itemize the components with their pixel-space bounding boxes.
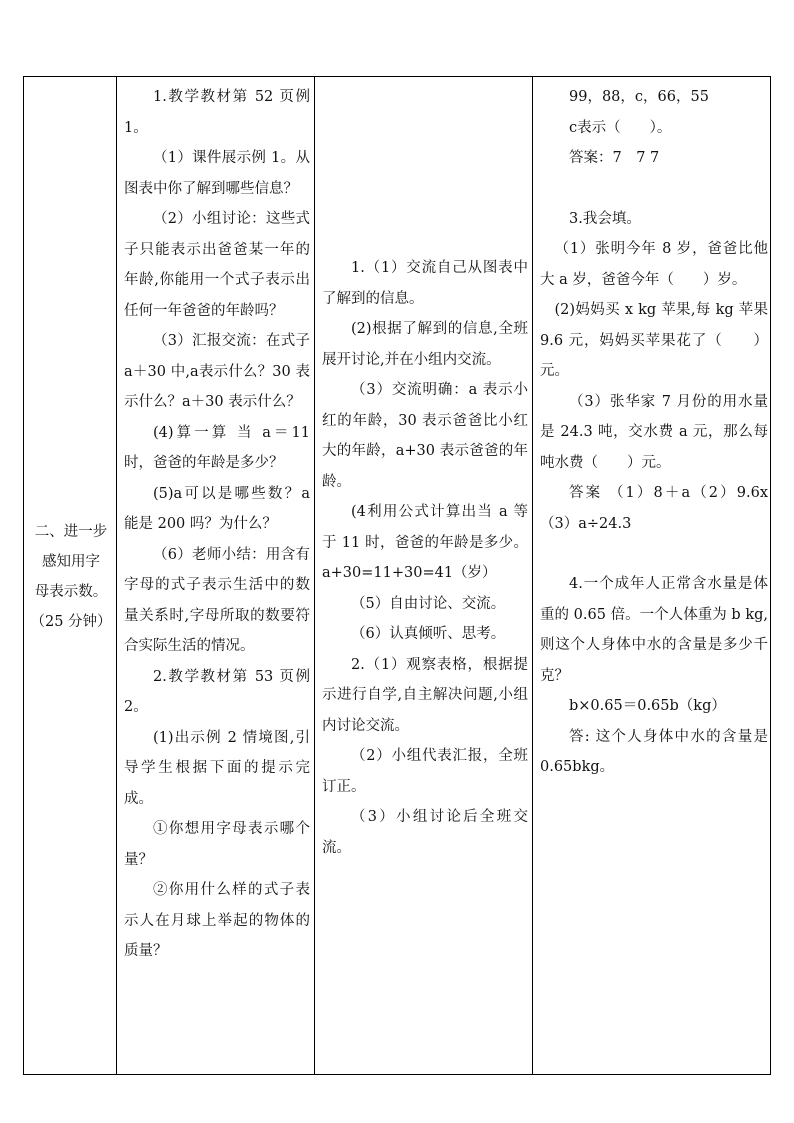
stage-label-line: （25 分钟） bbox=[30, 614, 112, 630]
teacher-activity: （1）课件展示例 1。从图表中你了解到哪些信息？ bbox=[124, 150, 310, 197]
stage-label-line: 二、进一步 bbox=[34, 524, 108, 540]
teacher-activity: (5)a可以是哪些数？a 能是 200 吗？为什么？ bbox=[124, 485, 310, 532]
spacer bbox=[540, 174, 768, 204]
fill-in-question: (2)妈妈买 x kg 苹果,每 kg 苹果 9.6 元，妈妈买苹果花了（ ）元。 bbox=[540, 302, 768, 379]
water-formula: b×0.65＝0.65b（kg） bbox=[569, 698, 726, 714]
teacher-activity: (4)算一算 当 a＝11 时，爸爸的年龄是多少？ bbox=[124, 424, 310, 471]
student-activity: （2）小组代表汇报，全班订正。 bbox=[322, 748, 528, 795]
fill-in-question: （1）张明今年 8 岁，爸爸比他大 a 岁，爸爸今年（ ）岁。 bbox=[540, 241, 768, 288]
teacher-activity: （3）汇报交流：在式子 a＋30 中,a表示什么？30 表示什么？a＋30 表示什么？ bbox=[124, 333, 310, 410]
student-activity: （6）认真倾听、思考。 bbox=[351, 626, 506, 642]
lesson-table bbox=[23, 76, 771, 1075]
teacher-activity: (1)出示例 2 情境图,引导学生根据下面的提示完成。 bbox=[124, 729, 310, 807]
student-activity: （3）交流明确：a 表示小红的年龄，30 表示爸爸比小红大的年龄，a+30 表示爸爸的年龄。 bbox=[322, 382, 528, 490]
student-activity: (4利用公式计算出当 a 等于 11 时，爸爸的年龄是多少。a+30=11+30=41（岁） bbox=[322, 504, 528, 581]
teacher-activity: ②你用什么样的式子表示人在月球上举起的物体的质量？ bbox=[124, 882, 310, 959]
exercises-cell bbox=[532, 77, 772, 1074]
sequence-question: c表示（ ）。 bbox=[569, 119, 672, 136]
teacher-activity: （6）老师小结：用含有字母的式子表示生活中的数量关系时,字母所取的数要符合实际生活的情况。 bbox=[124, 546, 310, 654]
stage-label-line: 感知用字 bbox=[42, 554, 100, 570]
fill-in-question: （3）张华家 7 月份的用水量是 24.3 吨，交水费 a 元，那么每吨水费（ ）元。 bbox=[540, 393, 768, 471]
fill-in-title: 3.我会填。 bbox=[569, 210, 641, 227]
stage-label-line: 母表示数。 bbox=[34, 584, 108, 600]
stage-label bbox=[30, 517, 112, 637]
student-activity: （5）自由讨论、交流。 bbox=[351, 595, 506, 612]
fill-in-answer: 答案 （1）8＋a（2）9.6x（3）a÷24.3 bbox=[540, 485, 768, 532]
student-activity: （3）小组讨论后全班交流。 bbox=[322, 809, 528, 856]
number-sequence: 99，88，c，66，55 bbox=[569, 89, 709, 105]
teacher-activity: （2）小组讨论：这些式子只能表示出爸爸某一年的年龄,你能用一个式子表示出任何一年爸爸的年龄吗？ bbox=[124, 211, 310, 319]
water-answer: 答: 这个人身体中水的含量是 0.65bkg。 bbox=[540, 728, 768, 775]
teacher-activity: 2.教学教材第 53 页例 2。 bbox=[124, 668, 310, 715]
teacher-activities-cell bbox=[116, 77, 314, 1074]
student-activity: 2.（1）观察表格，根据提示进行自学,自主解决问题,小组内讨论交流。 bbox=[322, 656, 528, 734]
student-activity: (2)根据了解到的信息,全班展开讨论,并在小组内交流。 bbox=[322, 321, 528, 368]
water-question: 4.一个成年人正常含水量是体重的 0.65 倍。一个人体重为 b kg,则这个人身体中水的含量是多少千克？ bbox=[540, 576, 768, 684]
student-activity: 1.（1）交流自己从图表中了解到的信息。 bbox=[322, 260, 528, 307]
teacher-activity: 1.教学教材第 52 页例 1。 bbox=[124, 89, 310, 136]
stage-cell bbox=[24, 77, 116, 1074]
teacher-activity: ①你想用字母表示哪个量？ bbox=[124, 821, 310, 868]
student-activities-cell bbox=[314, 77, 532, 1074]
spacer bbox=[540, 539, 768, 569]
sequence-answer: 答案：7 7 7 bbox=[569, 150, 660, 166]
